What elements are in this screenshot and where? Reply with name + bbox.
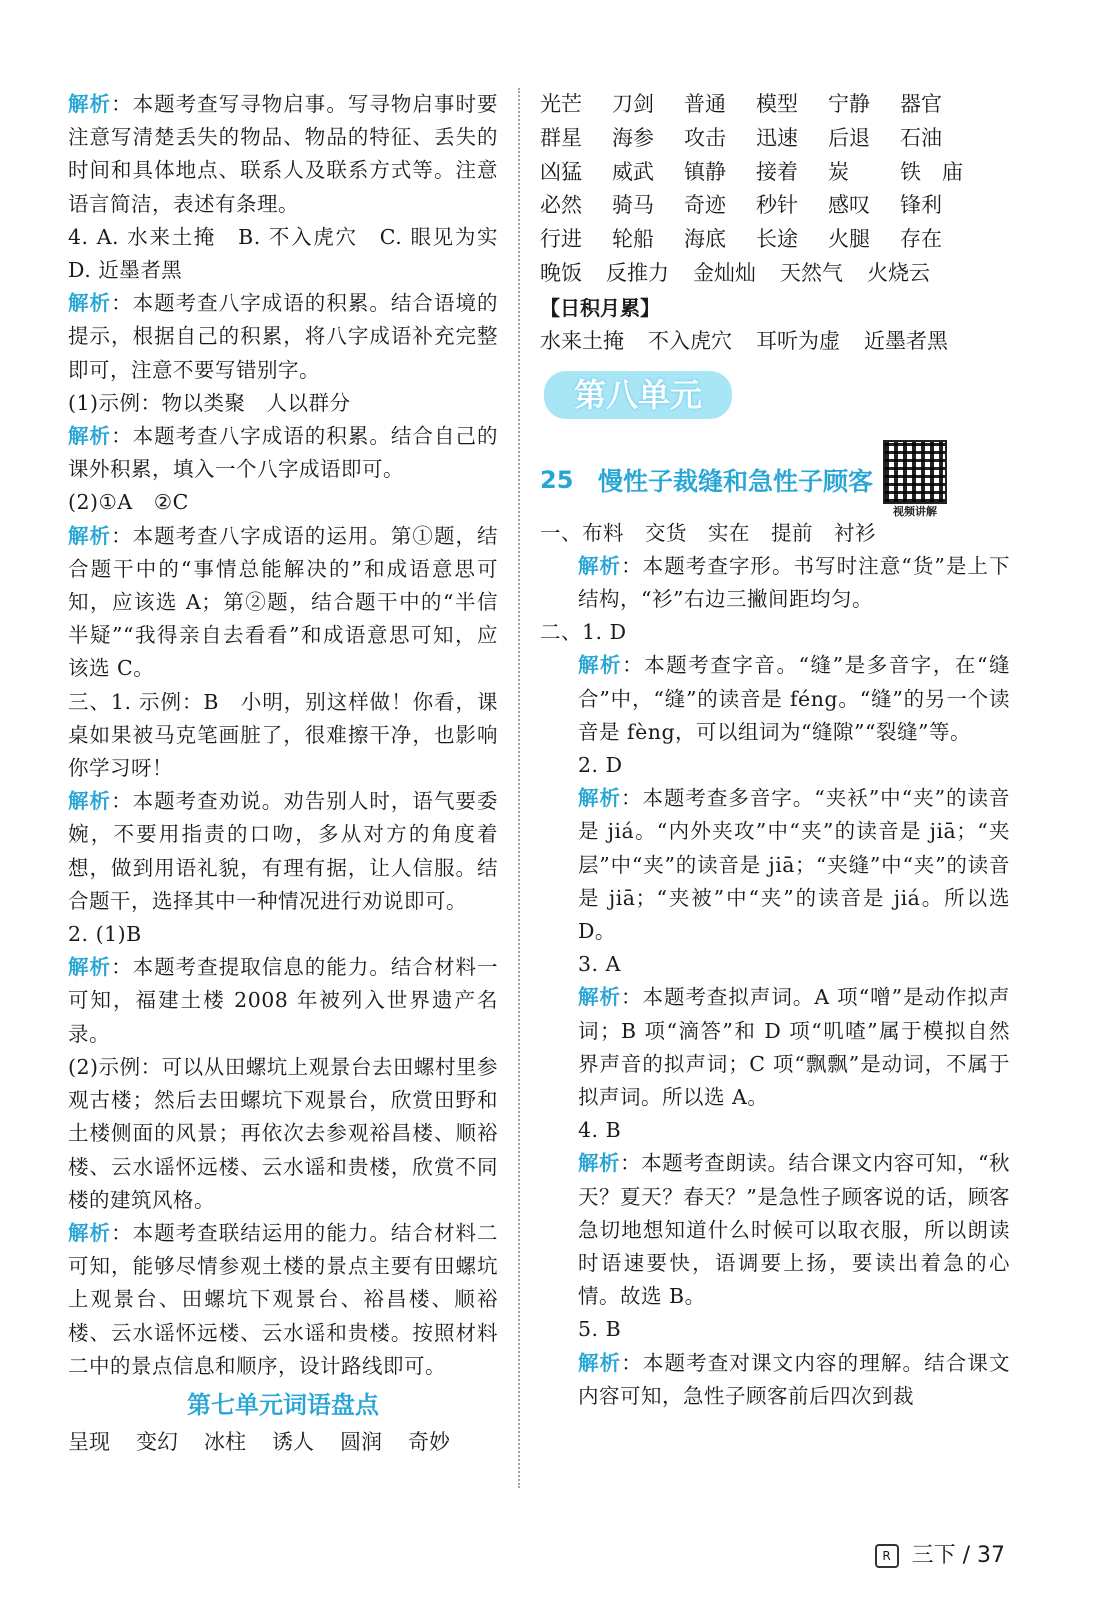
word-item: 攻击 bbox=[684, 125, 726, 150]
analysis-label: 解析 bbox=[578, 985, 621, 1010]
word-item: 反推力 bbox=[606, 260, 669, 285]
word-item: 镇静 bbox=[684, 159, 726, 184]
analysis-paragraph: 解析：本题考查八字成语的积累。结合自己的课外积累，填入一个八字成语即可。 bbox=[68, 424, 499, 482]
accumulation-words bbox=[540, 325, 1010, 359]
word-item: 水来土掩 bbox=[540, 328, 624, 353]
answer-line: 2. (1)B bbox=[68, 922, 142, 947]
answer-line: (2)①A ②C bbox=[68, 490, 189, 515]
word-item: 火烧云 bbox=[867, 260, 930, 285]
word-item: 诱人 bbox=[272, 1429, 314, 1454]
analysis-label: 解析 bbox=[578, 553, 622, 578]
word-item: 器官 bbox=[900, 92, 942, 116]
word-item: 奇妙 bbox=[408, 1429, 450, 1454]
qr-code-icon bbox=[883, 440, 947, 504]
word-item: 锋利 bbox=[900, 193, 942, 218]
lesson-number: 25 bbox=[540, 465, 574, 494]
word-list bbox=[68, 1425, 498, 1459]
brand-mark-icon: R bbox=[875, 1544, 899, 1568]
word-item: 天然气 bbox=[780, 260, 843, 285]
analysis-paragraph: 解析：本题考查联结运用的能力。结合材料二可知，能够尽情参观土楼的景点主要有田螺坑上观景台、田螺坑下观景台、裕昌楼、顺裕楼、云水谣怀远楼、云水谣和贵楼。按照材料二中的景点信息和顺序，设计路线即可。 bbox=[68, 1220, 499, 1378]
word-item: 变幻 bbox=[136, 1429, 178, 1454]
answer-line: 3. A bbox=[578, 952, 621, 977]
analysis-label: 解析 bbox=[68, 291, 112, 316]
word-item: 威武 bbox=[612, 159, 654, 184]
word-item: 行进 bbox=[540, 227, 582, 252]
word-item: 秒针 bbox=[756, 193, 798, 218]
answer-line: 2. D bbox=[578, 753, 623, 777]
analysis-paragraph: 解析：本题考查字形。书写时注意“货”是上下结构，“衫”右边三撇间距均匀。 bbox=[578, 553, 1010, 611]
word-item: 海参 bbox=[612, 125, 654, 150]
analysis-label: 解析 bbox=[578, 653, 623, 678]
word-item: 圆润 bbox=[340, 1429, 382, 1454]
answer-line: 4. B bbox=[578, 1118, 622, 1143]
analysis-paragraph: 解析：本题考查劝说。劝告别人时，语气要委婉，不要用指责的口吻，多从对方的角度着想，做到用语礼貌，有理有据，让人信服。结合题干，选择其中一种情况进行劝说即可。 bbox=[68, 789, 499, 913]
analysis-label: 解析 bbox=[68, 789, 112, 814]
word-item: 冰柱 bbox=[204, 1429, 246, 1454]
word-item: 炭 bbox=[828, 159, 849, 184]
page-number: 三下 / 37 bbox=[911, 1543, 1005, 1568]
word-item: 必然 bbox=[540, 193, 582, 218]
word-item: 金灿灿 bbox=[693, 260, 756, 285]
word-item: 感叹 bbox=[828, 193, 870, 218]
answer-line: 4. A. 水来土掩 B. 不入虎穴 C. 眼见为实 D. 近墨者黑 bbox=[68, 224, 519, 283]
right-column bbox=[540, 88, 1010, 1413]
word-item: 近墨者黑 bbox=[864, 328, 948, 353]
analysis-paragraph: 解析：本题考查拟声词。A 项“噌”是动作拟声词；B 项“滴答”和 D 项“叽喳”属于模拟自然界声音的拟声词；C 项“飘飘”是动词，不属于拟声词。所以选 A。 bbox=[578, 985, 1011, 1110]
word-item: 刀剑 bbox=[612, 92, 654, 116]
analysis-paragraph: 解析：本题考查字音。“缝”是多音字，在“缝合”中，“缝”的读音是 féng。“缝”的另一个读音是 fèng，可以组词为“缝隙”“裂缝”等。 bbox=[578, 653, 1010, 744]
analysis-paragraph: 解析：本题考查多音字。“夹袄”中“夹”的读音是 jiá。“内外夹攻”中“夹”的读音是 jiā；“夹层”中“夹”的读音是 jiā；“夹缝”中“夹”的读音是 jiā；“夹被”中“夹”的读音是 jiá。所以选 D。 bbox=[578, 786, 1011, 944]
word-item: 长途 bbox=[756, 227, 798, 252]
analysis-paragraph: 解析：本题考查对课文内容的理解。结合课文内容可知，急性子顾客前后四次到裁 bbox=[578, 1350, 1011, 1408]
word-item: 迅速 bbox=[756, 125, 798, 150]
section-title: 第七单元词语盘点 bbox=[187, 1390, 379, 1419]
word-item: 凶猛 bbox=[540, 159, 582, 184]
analysis-label: 解析 bbox=[578, 786, 621, 811]
analysis-label: 解析 bbox=[578, 1151, 621, 1176]
column-divider bbox=[518, 88, 520, 1488]
qr-code[interactable] bbox=[883, 440, 947, 520]
analysis-label: 解析 bbox=[578, 1350, 622, 1375]
analysis-label: 解析 bbox=[68, 523, 112, 548]
word-row bbox=[540, 257, 1010, 291]
word-item: 石油 bbox=[900, 125, 942, 150]
qr-caption: 视频讲解 bbox=[893, 504, 938, 518]
word-item: 光芒 bbox=[540, 92, 582, 116]
word-item: 群星 bbox=[540, 125, 582, 150]
word-item: 呈现 bbox=[68, 1429, 110, 1454]
word-item: 奇迹 bbox=[684, 193, 726, 218]
analysis-paragraph: 解析：本题考查八字成语的积累。结合语境的提示，根据自己的积累，将八字成语补充完整即可，注意不要写错别字。 bbox=[68, 291, 499, 382]
word-grid bbox=[540, 88, 1010, 257]
analysis-paragraph: 解析：本题考查八字成语的运用。第①题，结合题干中的“事情总能解决的”和成语意思可知，应该选 A；第②题，结合题干中的“半信半疑”“我得亲自去看看”和成语意思可知，应该选 C。 bbox=[68, 523, 499, 681]
answer-line: (2)示例：可以从田螺坑上观景台去田螺村里参观古楼；然后去田螺坑下观景台，欣赏田野和土楼侧面的风景；再依次去参观裕昌楼、顺裕楼、云水谣怀远楼、云水谣和贵楼，欣赏不同楼的建筑风格。 bbox=[68, 1054, 498, 1212]
word-item: 骑马 bbox=[612, 193, 654, 218]
analysis-label: 解析 bbox=[68, 1220, 112, 1245]
word-item: 晚饭 bbox=[540, 260, 582, 285]
lesson-header bbox=[540, 443, 1010, 517]
word-item: 火腿 bbox=[828, 227, 870, 252]
word-item: 海底 bbox=[684, 227, 726, 252]
analysis-paragraph: 解析：本题考查提取信息的能力。结合材料一可知，福建土楼 2008 年被列入世界遗产名录。 bbox=[68, 955, 499, 1046]
word-item: 模型 bbox=[756, 92, 798, 116]
word-item: 轮船 bbox=[612, 227, 654, 252]
answer-line: 三、1. 示例：B 小明，别这样做！你看，课桌如果被马克笔画脏了，很难擦干净，也影响你学习呀！ bbox=[68, 689, 498, 781]
answer-line: 5. B bbox=[578, 1317, 622, 1342]
word-item: 普通 bbox=[684, 92, 726, 116]
word-item: 存在 bbox=[900, 227, 942, 252]
analysis-paragraph: 解析：本题考查写寻物启事。写寻物启事时要注意写清楚丢失的物品、物品的特征、丢失的时间和具体地点、联系人及联系方式等。注意语言简洁，表述有条理。 bbox=[68, 92, 499, 216]
analysis-paragraph: 解析：本题考查朗读。结合课文内容可知，“秋天？夏天？春天？”是急性子顾客说的话，顾客急切地想知道什么时候可以取衣服，所以朗读时语速要快，语调要上扬，要读出着急的心情。故选 B。 bbox=[578, 1151, 1011, 1309]
word-item: 接着 bbox=[756, 159, 798, 184]
page-footer bbox=[875, 1538, 1005, 1569]
word-item: 耳听为虚 bbox=[756, 328, 840, 353]
answer-line: 一、布料 交货 实在 提前 衬衫 bbox=[540, 520, 876, 545]
lesson-title: 慢性子裁缝和急性子顾客 bbox=[598, 466, 874, 496]
unit-banner: 第八单元 bbox=[544, 371, 732, 419]
analysis-label: 解析 bbox=[68, 955, 112, 980]
analysis-label: 解析 bbox=[68, 424, 112, 449]
left-column bbox=[68, 88, 519, 1459]
accumulation-tag: 【日积月累】 bbox=[540, 295, 660, 320]
word-item: 宁静 bbox=[828, 92, 870, 116]
word-item: 后退 bbox=[828, 125, 870, 150]
analysis-label: 解析 bbox=[68, 92, 112, 116]
word-item: 不入虎穴 bbox=[648, 328, 732, 353]
word-item: 铁 庙 bbox=[900, 159, 963, 184]
answer-line: (1)示例：物以类聚 人以群分 bbox=[68, 390, 351, 415]
answer-line: 二、1. D bbox=[540, 620, 627, 645]
